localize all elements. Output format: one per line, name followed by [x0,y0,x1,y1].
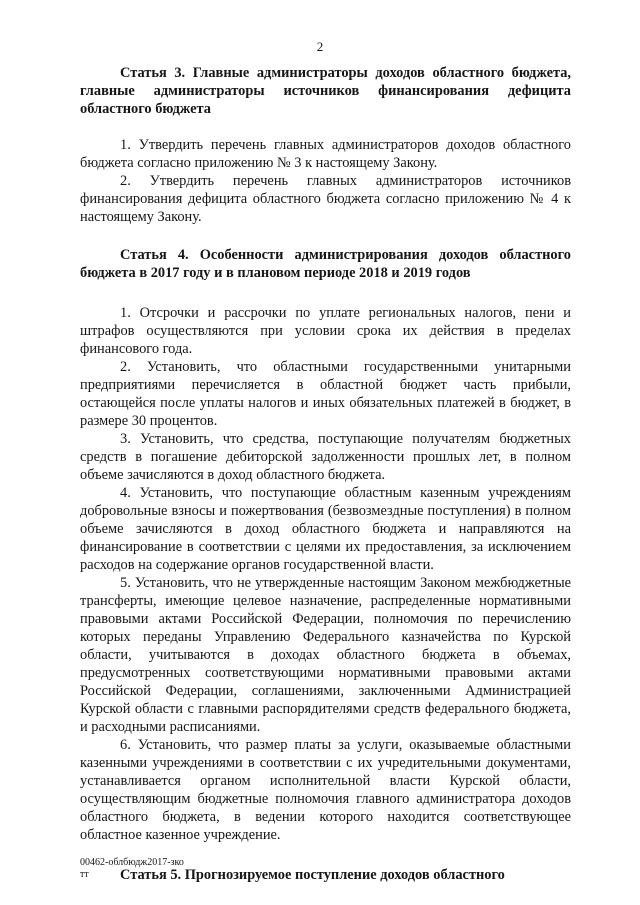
article-3-heading: Статья 3. Главные администраторы доходов областного бюджета, главные администраторы источников финансирования дефицита областного бюджета [80,65,571,117]
article-4-paragraph: 6. Установить, что размер платы за услуги, оказываемые областными казенными учреждениями в соответствии с их учредительными документами, устанавливается органом исполнительной власти Курской области, осуществляющим бюджетные полномочия главного администратора доходов областного бюджета, в ведении которого находится соответствующее областное казенное учреждение. [80,737,571,843]
footer-document-code: 00462-облбюдж2017-зко [80,857,184,868]
article-4-paragraph: 2. Установить, что областными государственными унитарными предприятиями перечисляется в областной бюджет часть прибыли, остающейся после уплаты налогов и иных обязательных платежей в бюджет, в размере 30 процентов. [80,359,571,429]
article-4-paragraph: 4. Установить, что поступающие областным казенным учреждениям добровольные взносы и пожертвования (безвозмездные поступления) в полном объеме зачисляются в доход областного бюджета и направляются на финансирование в соответствии с целями их предоставления, за исключением расходов на содержание органов государственной власти. [80,485,571,573]
article-3-paragraph: 1. Утвердить перечень главных администраторов доходов областного бюджета согласно приложению № 3 к настоящему Закону. [80,137,571,171]
article-4-heading: Статья 4. Особенности администрирования доходов областного бюджета в 2017 году и в плановом периоде 2018 и 2019 годов [80,247,571,281]
article-4-paragraph: 1. Отсрочки и рассрочки по уплате региональных налогов, пени и штрафов осуществляются при условии срока их действия в пределах финансового года. [80,305,571,357]
page-number: 2 [316,39,324,54]
article-5-heading: Статья 5. Прогнозируемое поступление доходов областного [120,867,505,883]
footer-initials: тт [80,869,89,880]
article-4-paragraph: 3. Установить, что средства, поступающие получателям бюджетных средств в погашение дебиторской задолженности прошлых лет, в полном объеме зачисляются в доход областного бюджета. [80,431,571,483]
article-4-paragraph: 5. Установить, что не утвержденные настоящим Законом межбюджетные трансферты, имеющие целевое назначение, распределенные нормативными правовыми актами Российской Федерации, полномочия по перечислению которых переданы Управлению Федерального казначейства по Курской области, учитываются в доходах областного бюджета в объемах, предусмотренных соответствующими нормативными правовыми актами Российской Федерации, соглашениями, заключенными Администрацией Курской области с главными распорядителями средств федерального бюджета, и расходными расписаниями. [80,575,571,735]
document-body [80,64,571,884]
document-footer [80,857,184,881]
article-3-paragraph: 2. Утвердить перечень главных администраторов источников финансирования дефицита областного бюджета согласно приложению № 4 к настоящему Закону. [80,173,571,225]
